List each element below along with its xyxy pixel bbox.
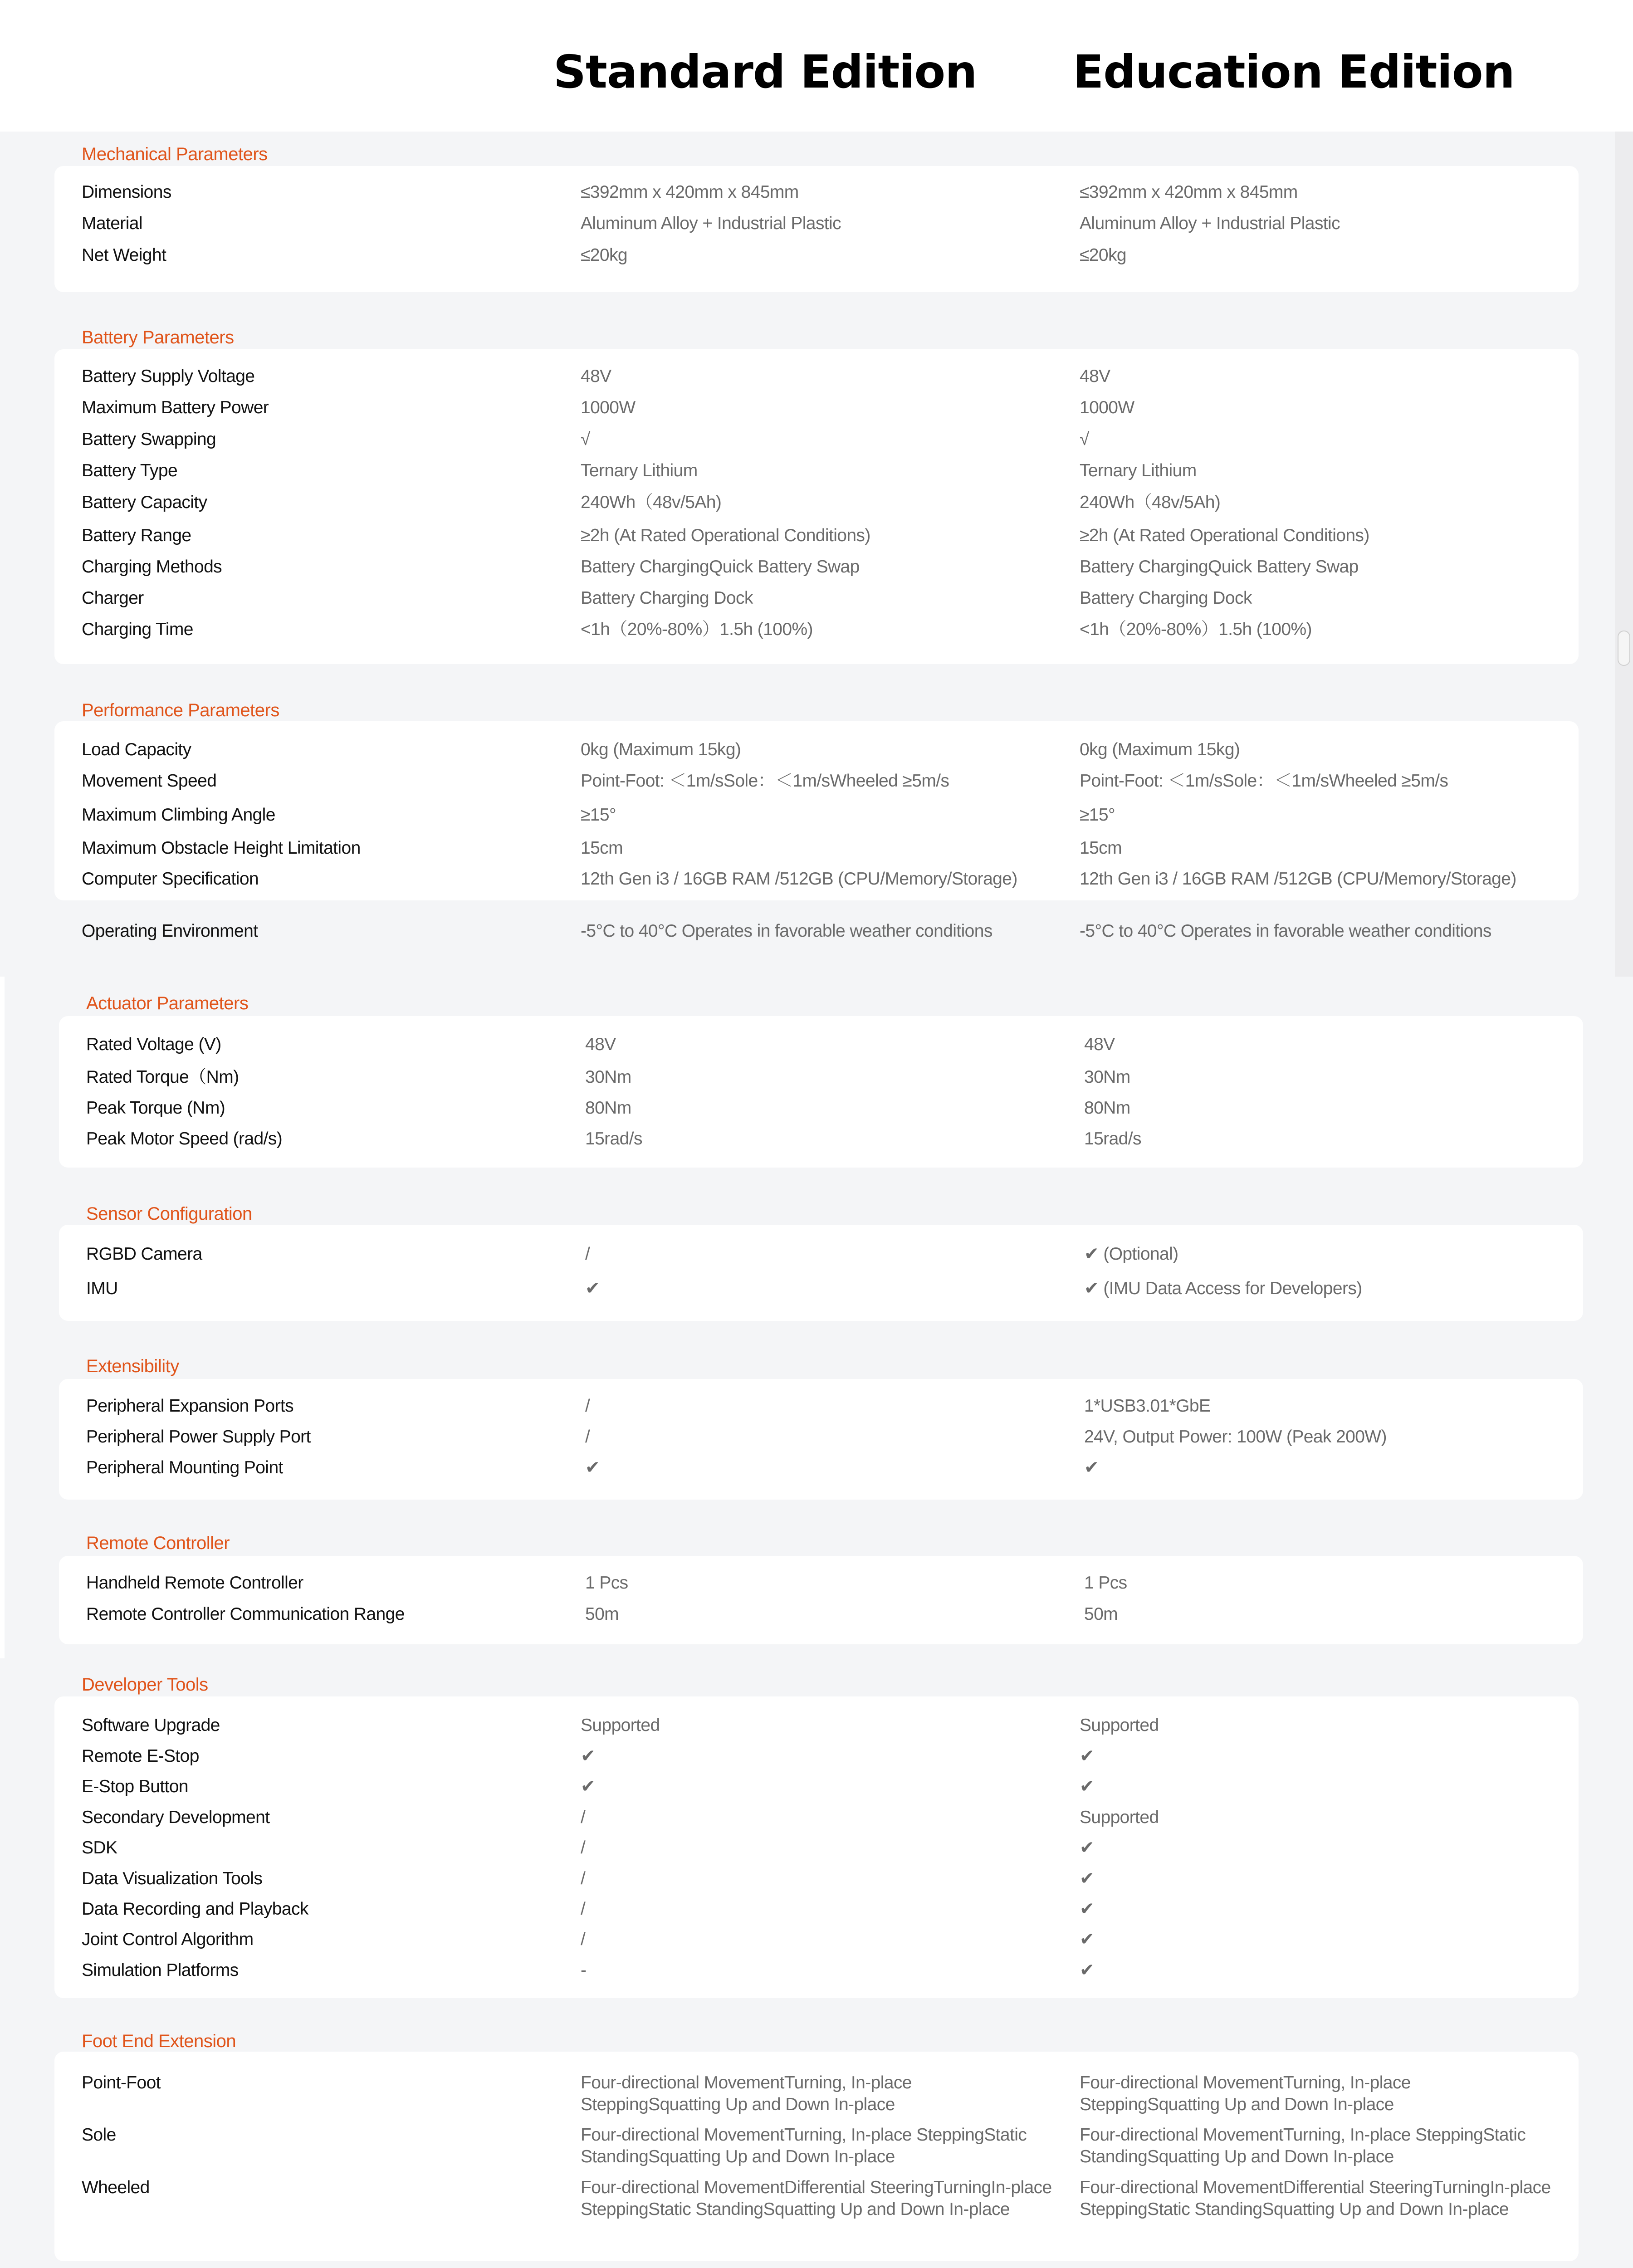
spec-value-standard: 240Wh（48v/5Ah) <box>581 493 722 512</box>
spec-value-education: 50m <box>1084 1604 1118 1624</box>
spec-value-education: ✔ <box>1080 1777 1095 1796</box>
spec-value-education: <1h（20%-80%）1.5h (100%) <box>1080 620 1312 639</box>
spec-value-standard: / <box>585 1396 590 1416</box>
spec-value-standard: ✔ <box>585 1458 600 1477</box>
spec-value-standard: 15rad/s <box>585 1129 642 1149</box>
spec-card-sensor-configuration <box>59 1225 1583 1321</box>
spec-label: Battery Supply Voltage <box>82 367 255 386</box>
spec-value-standard: / <box>581 1838 586 1857</box>
spec-value-education: Aluminum Alloy + Industrial Plastic <box>1080 214 1340 233</box>
section-title-battery-parameters: Battery Parameters <box>82 327 234 347</box>
spec-value-standard: Supported <box>581 1716 660 1735</box>
spec-value-standard: ≤392mm x 420mm x 845mm <box>581 182 799 202</box>
spec-value-education: 48V <box>1080 367 1110 386</box>
spec-value-education: Battery Charging Dock <box>1080 588 1252 608</box>
spec-value-standard: 30Nm <box>585 1067 631 1087</box>
spec-value-standard: 50m <box>585 1604 619 1624</box>
spec-label: Remote E-Stop <box>82 1746 199 1766</box>
spec-value-standard: -5°C to 40°C Operates in favorable weather conditions <box>581 921 993 941</box>
spec-value-education: 12th Gen i3 / 16GB RAM /512GB (CPU/Memory/Storage) <box>1080 869 1516 889</box>
spec-label: Operating Environment <box>82 921 258 941</box>
scrollbar-track[interactable] <box>1615 132 1633 977</box>
spec-label: Peak Motor Speed (rad/s) <box>86 1129 283 1149</box>
spec-label: Peripheral Mounting Point <box>86 1458 283 1477</box>
spec-value-education: 15rad/s <box>1084 1129 1141 1149</box>
spec-value-standard: / <box>581 1808 586 1827</box>
section-title-developer-tools: Developer Tools <box>82 1675 208 1695</box>
spec-value-standard: Battery Charging Dock <box>581 588 753 608</box>
spec-label: Secondary Development <box>82 1808 270 1827</box>
spec-value-education: ✔ <box>1080 1838 1095 1857</box>
spec-value-education: 30Nm <box>1084 1067 1130 1087</box>
spec-label: Movement Speed <box>82 771 217 791</box>
spec-value-standard: 48V <box>585 1035 616 1054</box>
spec-value-education: Four-directional MovementDifferential SteeringTurningIn-place SteppingStatic StandingSquatting Up and Down In-place <box>1080 2178 1551 2219</box>
spec-value-education: ✔ (Optional) <box>1084 1244 1178 1264</box>
spec-value-education: Four-directional MovementTurning, In-place SteppingSquatting Up and Down In-place <box>1080 2073 1411 2114</box>
spec-label: Remote Controller Communication Range <box>86 1604 405 1624</box>
spec-value-education: 15cm <box>1080 838 1122 858</box>
spec-value-standard: <1h（20%-80%）1.5h (100%) <box>581 620 813 639</box>
spec-label: Data Recording and Playback <box>82 1899 308 1919</box>
spec-label: SDK <box>82 1838 117 1857</box>
spec-value-standard: Four-directional MovementDifferential SteeringTurningIn-place SteppingStatic StandingSquatting Up and Down In-place <box>581 2178 1052 2219</box>
spec-label: Rated Voltage (V) <box>86 1035 221 1054</box>
spec-value-standard: Four-directional MovementTurning, In-place SteppingStatic StandingSquatting Up and Down In-place <box>581 2125 1027 2166</box>
spec-value-education: 1 Pcs <box>1084 1573 1127 1593</box>
spec-value-standard: Ternary Lithium <box>581 461 698 480</box>
spec-value-education: 0kg (Maximum 15kg) <box>1080 740 1240 759</box>
spec-value-standard: Battery ChargingQuick Battery Swap <box>581 557 860 577</box>
spec-value-standard: 1 Pcs <box>585 1573 628 1593</box>
spec-card-remote-controller <box>59 1556 1583 1644</box>
spec-label: Load Capacity <box>82 740 191 759</box>
spec-label: Software Upgrade <box>82 1716 220 1735</box>
spec-value-standard: / <box>581 1930 586 1949</box>
spec-value-standard: / <box>581 1869 586 1888</box>
spec-label: Computer Specification <box>82 869 259 889</box>
spec-value-education: √ <box>1080 430 1089 449</box>
section-title-foot-end-extension: Foot End Extension <box>82 2031 236 2051</box>
spec-value-education: ✔ (IMU Data Access for Developers) <box>1084 1279 1362 1298</box>
spec-value-education: 80Nm <box>1084 1098 1130 1118</box>
spec-value-standard: √ <box>581 430 590 449</box>
spec-value-standard: ≥2h (At Rated Operational Conditions) <box>581 526 870 545</box>
spec-label: Peripheral Power Supply Port <box>86 1427 311 1447</box>
spec-value-education: Four-directional MovementTurning, In-place SteppingStatic StandingSquatting Up and Down In-place <box>1080 2125 1526 2166</box>
spec-label: Maximum Climbing Angle <box>82 805 275 825</box>
spec-value-education: ✔ <box>1080 1899 1095 1919</box>
spec-value-education: ✔ <box>1080 1869 1095 1888</box>
column-title-education-edition: Education Edition <box>1073 45 1515 98</box>
spec-value-standard: ✔ <box>585 1279 600 1298</box>
spec-value-education: -5°C to 40°C Operates in favorable weather conditions <box>1080 921 1491 941</box>
spec-label: IMU <box>86 1279 118 1298</box>
spec-value-standard: ≤20kg <box>581 245 627 265</box>
spec-value-education: 1*USB3.01*GbE <box>1084 1396 1211 1416</box>
spec-label: Net Weight <box>82 245 166 265</box>
spec-label: Charging Time <box>82 620 193 639</box>
spec-value-education: Point-Foot: ＜1m/sSole：＜1m/sWheeled ≥5m/s <box>1080 771 1448 791</box>
spec-value-education: ≥2h (At Rated Operational Conditions) <box>1080 526 1369 545</box>
spec-value-standard: Four-directional MovementTurning, In-place SteppingSquatting Up and Down In-place <box>581 2073 912 2114</box>
spec-value-education: ✔ <box>1080 1930 1095 1949</box>
spec-value-standard: / <box>585 1244 590 1264</box>
spec-value-education: 48V <box>1084 1035 1115 1054</box>
section-title-extensibility: Extensibility <box>86 1356 179 1376</box>
spec-label: Peripheral Expansion Ports <box>86 1396 293 1416</box>
spec-value-standard: 0kg (Maximum 15kg) <box>581 740 741 759</box>
spec-label: E-Stop Button <box>82 1777 189 1796</box>
section-title-remote-controller: Remote Controller <box>86 1533 230 1553</box>
spec-label: Wheeled <box>82 2178 150 2197</box>
section-title-sensor-configuration: Sensor Configuration <box>86 1204 252 1224</box>
spec-value-education: Ternary Lithium <box>1080 461 1197 480</box>
scrollbar-thumb[interactable] <box>1618 631 1630 666</box>
spec-label: Battery Capacity <box>82 493 207 512</box>
spec-value-standard: / <box>581 1899 586 1919</box>
section-title-performance-parameters: Performance Parameters <box>82 700 279 720</box>
spec-label: Handheld Remote Controller <box>86 1573 303 1593</box>
spec-label: Peak Torque (Nm) <box>86 1098 225 1118</box>
spec-value-standard: Point-Foot: ＜1m/sSole：＜1m/sWheeled ≥5m/s <box>581 771 949 791</box>
section-title-actuator-parameters: Actuator Parameters <box>86 993 249 1013</box>
spec-value-standard: 80Nm <box>585 1098 631 1118</box>
spec-value-standard: ✔ <box>581 1746 596 1766</box>
spec-label: Sole <box>82 2125 116 2145</box>
spec-value-education: ≥15° <box>1080 805 1115 825</box>
spec-value-standard: / <box>585 1427 590 1447</box>
column-title-standard-edition: Standard Edition <box>553 45 977 98</box>
spec-value-education: ✔ <box>1080 1746 1095 1766</box>
spec-value-standard: Aluminum Alloy + Industrial Plastic <box>581 214 841 233</box>
spec-label: Battery Type <box>82 461 178 480</box>
spec-label: RGBD Camera <box>86 1244 202 1264</box>
spec-value-standard: ✔ <box>581 1777 596 1796</box>
spec-value-education: Supported <box>1080 1716 1159 1735</box>
spec-label: Dimensions <box>82 182 171 202</box>
spec-value-standard: - <box>581 1960 587 1980</box>
spec-value-standard: 12th Gen i3 / 16GB RAM /512GB (CPU/Memory/Storage) <box>581 869 1017 889</box>
spec-value-education: ✔ <box>1084 1458 1099 1477</box>
spec-value-standard: 15cm <box>581 838 623 858</box>
spec-value-education: 1000W <box>1080 398 1134 417</box>
spec-value-education: Battery ChargingQuick Battery Swap <box>1080 557 1359 577</box>
spec-label: Rated Torque（Nm) <box>86 1067 239 1087</box>
spec-value-standard: ≥15° <box>581 805 616 825</box>
spec-value-standard: 48V <box>581 367 611 386</box>
spec-label: Simulation Platforms <box>82 1960 239 1980</box>
spec-label: Joint Control Algorithm <box>82 1930 254 1949</box>
spec-label: Material <box>82 214 142 233</box>
spec-label: Battery Range <box>82 526 191 545</box>
spec-label: Charger <box>82 588 144 608</box>
spec-label: Charging Methods <box>82 557 222 577</box>
spec-label: Maximum Battery Power <box>82 398 269 417</box>
spec-label: Point-Foot <box>82 2073 161 2092</box>
spec-value-education: ✔ <box>1080 1960 1095 1980</box>
spec-value-education: 24V, Output Power: 100W (Peak 200W) <box>1084 1427 1387 1447</box>
spec-label: Data Visualization Tools <box>82 1869 263 1888</box>
spec-value-education: 240Wh（48v/5Ah) <box>1080 493 1221 512</box>
spec-value-education: ≤392mm x 420mm x 845mm <box>1080 182 1298 202</box>
spec-label: Battery Swapping <box>82 430 216 449</box>
spec-label: Maximum Obstacle Height Limitation <box>82 838 361 858</box>
spec-value-education: Supported <box>1080 1808 1159 1827</box>
spec-value-standard: 1000W <box>581 398 636 417</box>
spec-value-education: ≤20kg <box>1080 245 1126 265</box>
comparison-header <box>0 0 1633 132</box>
section-title-mechanical-parameters: Mechanical Parameters <box>82 144 268 164</box>
